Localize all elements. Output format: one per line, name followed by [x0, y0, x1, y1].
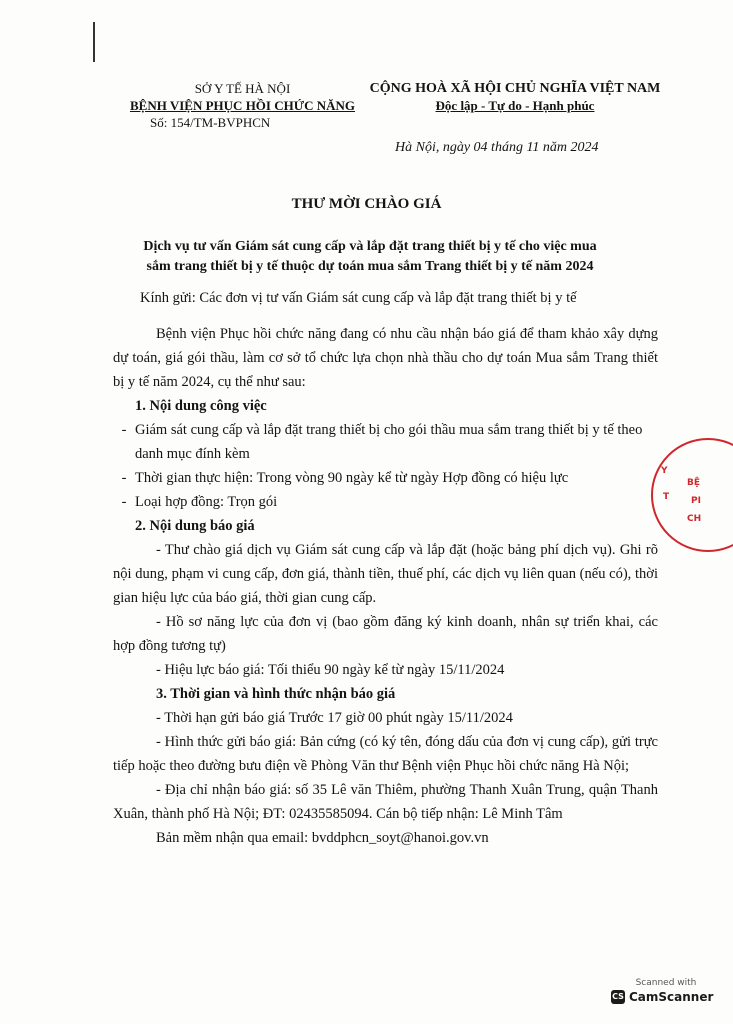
section3-item: - Hình thức gửi báo giá: Bản cứng (có ký tên, đóng dấu của đơn vị cung cấp), gửi trực tiếp hoặc theo đường bưu điện về Phòng Văn thư Bệnh viện Phục hồi chức năng Hà Nội;	[113, 734, 658, 774]
document-subject	[100, 237, 640, 277]
list-item: - Loại hợp đồng: Trọn gói	[113, 490, 658, 514]
hospital-name: BỆNH VIỆN PHỤC HỒI CHỨC NĂNG	[130, 98, 355, 113]
document-title: THƯ MỜI CHÀO GIÁ	[291, 196, 442, 212]
section3-item: - Thời hạn gửi báo giá Trước 17 giờ 00 phút ngày 15/11/2024	[156, 710, 513, 726]
intro-paragraph: Bệnh viện Phục hồi chức năng đang có nhu cầu nhận báo giá để tham khảo xây dựng dự toán, giá gói thầu, làm cơ sở tổ chức lựa chọn nhà thầu cho dự toán Mua sắm Trang thiết bị y tế năm 2024, cụ thể như sau:	[113, 326, 658, 390]
section2-heading: 2. Nội dung báo giá	[135, 518, 255, 534]
section1-item: Loại hợp đồng: Trọn gói	[135, 494, 278, 510]
section3-heading: 3. Thời gian và hình thức nhận báo giá	[156, 686, 396, 702]
header-left	[120, 80, 365, 114]
document-number: Số: 154/TM-BVPHCN	[150, 115, 271, 130]
document-date: Hà Nội, ngày 04 tháng 11 năm 2024	[395, 140, 599, 155]
section2-item: - Hiệu lực báo giá: Tối thiểu 90 ngày kể từ ngày 15/11/2024	[156, 662, 505, 678]
camscanner-logo-icon: CS	[611, 990, 625, 1004]
section1-item: Thời gian thực hiện: Trong vòng 90 ngày kể từ ngày Hợp đồng có hiệu lực	[135, 470, 569, 486]
section2-item: - Thư chào giá dịch vụ Giám sát cung cấp và lắp đặt (hoặc bảng phí dịch vụ). Ghi rõ nội dung, phạm vi cung cấp, đơn giá, thành tiền, thuế phí, các dịch vụ liên quan (nếu có), thời gian hiệu lực của báo giá, thời gian cung cấp.	[113, 542, 658, 606]
section1-item: Giám sát cung cấp và lắp đặt trang thiết bị cho gói thầu mua sắm trang thiết bị y tế theo danh mục đính kèm	[135, 422, 643, 462]
pen-mark	[93, 22, 95, 62]
email-line: Bản mềm nhận qua email: bvddphcn_soyt@hanoi.gov.vn	[156, 830, 489, 846]
section1-heading: 1. Nội dung công việc	[135, 398, 267, 414]
stamp-letter: CH	[687, 514, 702, 524]
list-item: - Thời gian thực hiện: Trong vòng 90 ngày kể từ ngày Hợp đồng có hiệu lực	[113, 466, 658, 490]
stamp-letter: PI	[691, 496, 701, 506]
subject-line-1: Dịch vụ tư vấn Giám sát cung cấp và lắp đặt trang thiết bị y tế cho việc mua	[143, 239, 597, 254]
scanned-with-label: Scanned with	[635, 978, 697, 988]
national-motto: Độc lập - Tự do - Hạnh phúc	[435, 98, 595, 113]
list-item: - Giám sát cung cấp và lắp đặt trang thiết bị cho gói thầu mua sắm trang thiết bị y tế theo danh mục đính kèm	[113, 418, 658, 466]
camscanner-watermark	[611, 978, 721, 1004]
department-name: SỞ Y TẾ HÀ NỘI	[194, 81, 291, 96]
subject-line-2: sắm trang thiết bị y tế thuộc dự toán mua sắm Trang thiết bị y tế năm 2024	[146, 259, 594, 274]
greeting: Kính gửi: Các đơn vị tư vấn Giám sát cung cấp và lắp đặt trang thiết bị y tế	[140, 290, 577, 306]
section2-item: - Hồ sơ năng lực của đơn vị (bao gồm đăng ký kinh doanh, nhân sự triển khai, các hợp đồng tương tự)	[113, 614, 658, 654]
red-seal-stamp	[651, 438, 733, 552]
document-body	[113, 322, 658, 850]
stamp-letter: BỆ	[687, 478, 701, 488]
stamp-letter: Y	[661, 466, 668, 476]
section3-item: - Địa chỉ nhận báo giá: số 35 Lê văn Thiêm, phường Thanh Xuân Trung, quận Thanh Xuân, thành phố Hà Nội; ĐT: 02435585094. Cán bộ tiếp nhận: Lê Minh Tâm	[113, 782, 658, 822]
stamp-letter: T	[663, 492, 670, 502]
camscanner-name: CamScanner	[629, 990, 714, 1004]
country-name: CỘNG HOÀ XÃ HỘI CHỦ NGHĨA VIỆT NAM	[369, 81, 661, 96]
header-right	[360, 80, 670, 114]
